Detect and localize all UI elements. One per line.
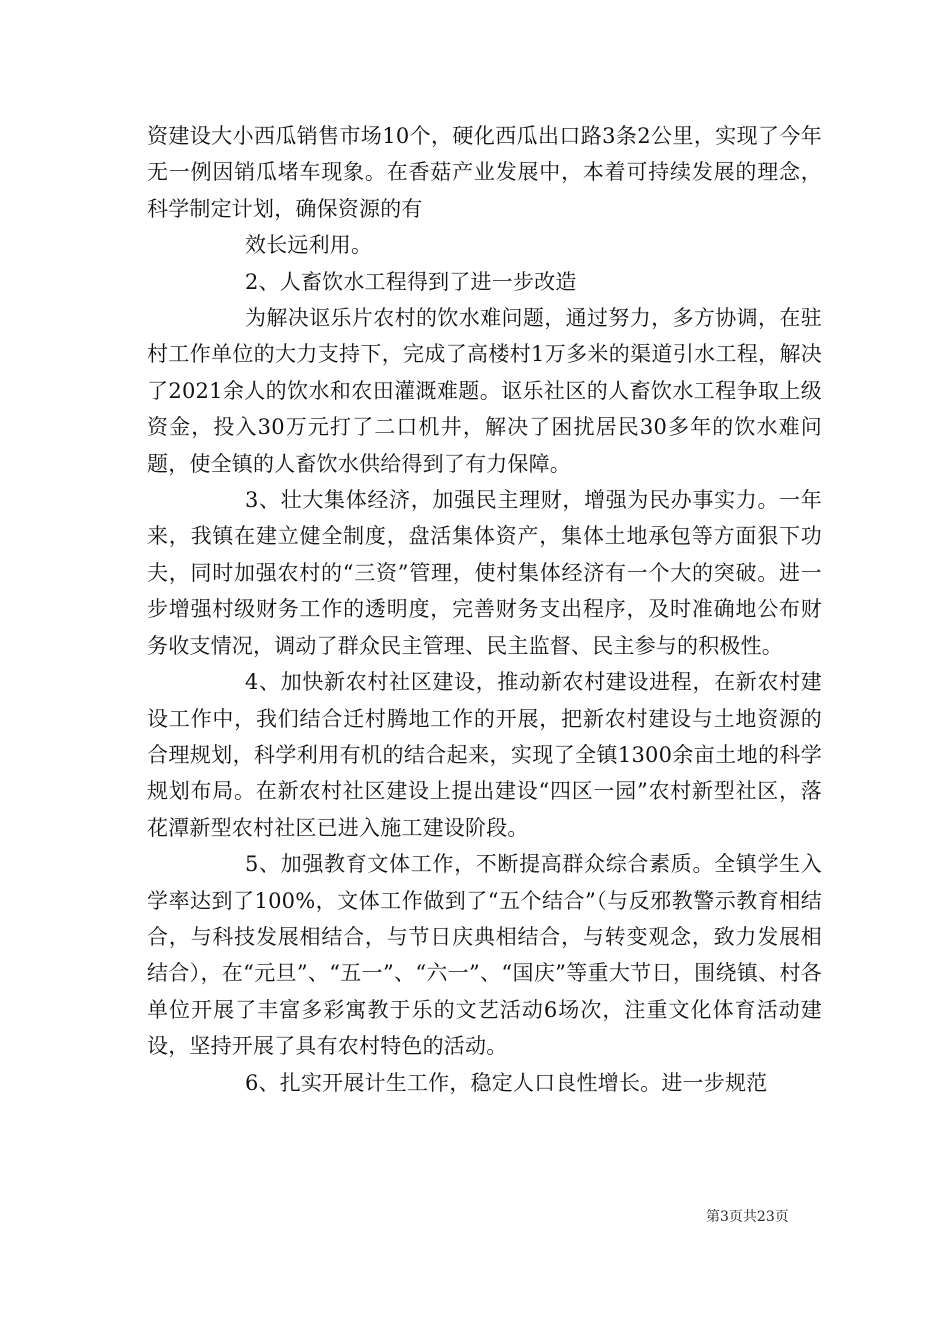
paragraph-collective-economy: 3、壮大集体经济，加强民主理财，增强为民办事实力。一年来，我镇在建立健全制度，盘活集体资产，集体土地承包等方面狠下功夫，同时加强农村的“三资”管理，使村集体经济有一个大的突破。进一步增强村级财务工作的透明度，完善财务支出程序，及时准确地公布财务收支情况，调动了群众民主管理、民主监督、民主参与的积极性。 xyxy=(147,488,822,658)
document-body xyxy=(147,118,822,1101)
paragraph-watermelon-market: 资建设大小西瓜销售市场10个，硬化西瓜出口路3条2公里，实现了今年无一例因销瓜堵车现象。在香菇产业发展中，本着可持续发展的理念，科学制定计划，确保资源的有 xyxy=(147,124,822,221)
paragraph-resource-use: 效长远利用。 xyxy=(245,233,373,258)
page-number-footer: 第3页共23页 xyxy=(706,1209,789,1225)
paragraph-family-planning: 6、扎实开展计生工作，稳定人口良性增长。进一步规范 xyxy=(245,1070,768,1095)
paragraph-new-village-community: 4、加快新农村社区建设，推动新农村建设进程，在新农村建设工作中，我们结合迁村腾地工作的开展，把新农村建设与土地资源的合理规划，科学利用有机的结合起来，实现了全镇1300余亩土地的科学规划布局。在新农村社区建设上提出建设“四区一园”农村新型社区，落花潭新型农村社区已进入施工建设阶段。 xyxy=(147,670,822,840)
section-heading-water-project: 2、人畜饮水工程得到了进一步改造 xyxy=(245,269,577,294)
paragraph-water-project: 为解决讴乐片农村的饮水难问题，通过努力，多方协调，在驻村工作单位的大力支持下，完成了高楼村1万多米的渠道引水工程，解决了2021余人的饮水和农田灌溉难题。讴乐社区的人畜饮水工程争取上级资金，投入30万元打了二口机井，解决了困扰居民30多年的饮水难问题，使全镇的人畜饮水供给得到了有力保障。 xyxy=(147,306,822,476)
paragraph-education-culture: 5、加强教育文体工作，不断提高群众综合素质。全镇学生入学率达到了100%，文体工作做到了“五个结合”（与反邪教警示教育相结合，与科技发展相结合，与节日庆典相结合，与转变观念，致力发展相结合），在“元旦”、“五一”、“六一”、“国庆”等重大节日，围绕镇、村各单位开展了丰富多彩寓教于乐的文艺活动6场次，注重文化体育活动建设，坚持开展了具有农村特色的活动。 xyxy=(147,852,822,1059)
